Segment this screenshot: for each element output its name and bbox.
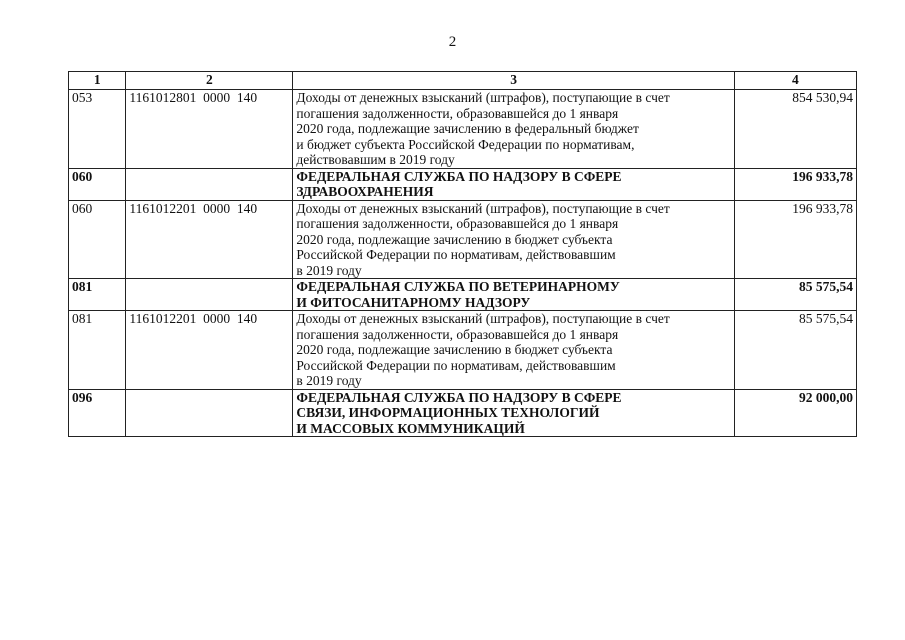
description-line: ФЕДЕРАЛЬНАЯ СЛУЖБА ПО ВЕТЕРИНАРНОМУ [296, 279, 620, 294]
description-cell [293, 90, 734, 169]
description-line: 2020 года, подлежащие зачислению в бюджет субъекта [296, 231, 613, 247]
admin-code-cell: 096 [69, 389, 126, 437]
revenue-code-cell: 1161012801 0000 140 [126, 90, 293, 169]
description-line: в 2019 году [296, 373, 362, 388]
header-col-4: 4 [734, 72, 856, 90]
revenue-code-cell [126, 279, 293, 311]
revenue-code-cell: 1161012201 0000 140 [126, 200, 293, 279]
description-line: Доходы от денежных взысканий (штрафов), поступающие в счет [296, 311, 670, 326]
description-line: погашения задолженности, образовавшейся до 1 января [296, 105, 619, 121]
admin-code-cell: 060 [69, 200, 126, 279]
amount-cell: 854 530,94 [734, 90, 856, 169]
description-line: Российской Федерации по нормативам, действовавшим [296, 357, 616, 373]
table-row [69, 311, 857, 390]
budget-table [68, 71, 857, 437]
description-cell [293, 168, 734, 200]
description-line: ФЕДЕРАЛЬНАЯ СЛУЖБА ПО НАДЗОРУ В СФЕРЕ [296, 389, 622, 405]
description-line: 2020 года, подлежащие зачислению в федеральный бюджет [296, 121, 639, 136]
description-line: в 2019 году [296, 262, 362, 278]
description-line: действовавшим в 2019 году [296, 152, 455, 167]
description-line: ЗДРАВООХРАНЕНИЯ [296, 184, 434, 199]
header-col-2: 2 [126, 72, 293, 90]
description-line: Доходы от денежных взысканий (штрафов), поступающие в счет [296, 90, 670, 105]
agency-row [69, 389, 857, 437]
table-body [69, 90, 857, 437]
page-number: 2 [448, 34, 457, 50]
header-row [69, 72, 857, 90]
description-cell [293, 279, 734, 311]
revenue-code-cell [126, 168, 293, 200]
amount-cell: 85 575,54 [734, 279, 856, 311]
amount-cell: 85 575,54 [734, 311, 856, 390]
admin-code-cell: 060 [69, 168, 126, 200]
description-line: И МАССОВЫХ КОММУНИКАЦИЙ [296, 420, 525, 436]
description-cell [293, 200, 734, 279]
agency-row [69, 279, 857, 311]
description-line: погашения задолженности, образовавшейся до 1 января [296, 326, 619, 342]
amount-cell: 92 000,00 [734, 389, 856, 437]
description-line: и бюджет субъекта Российской Федерации по нормативам, [296, 136, 635, 152]
admin-code-cell: 053 [69, 90, 126, 169]
description-line: И ФИТОСАНИТАРНОМУ НАДЗОРУ [296, 294, 531, 310]
revenue-code-cell [126, 389, 293, 437]
description-line: погашения задолженности, образовавшейся до 1 января [296, 216, 619, 231]
header-col-1: 1 [69, 72, 126, 90]
admin-code-cell: 081 [69, 279, 126, 311]
description-line: СВЯЗИ, ИНФОРМАЦИОННЫХ ТЕХНОЛОГИЙ [296, 405, 600, 420]
description-cell [293, 311, 734, 390]
header-col-3: 3 [293, 72, 734, 90]
description-line: 2020 года, подлежащие зачислению в бюджет субъекта [296, 342, 613, 357]
table-row [69, 200, 857, 279]
amount-cell: 196 933,78 [734, 168, 856, 200]
agency-row [69, 168, 857, 200]
description-line: Российской Федерации по нормативам, действовавшим [296, 247, 616, 262]
amount-cell: 196 933,78 [734, 200, 856, 279]
description-cell [293, 389, 734, 437]
revenue-code-cell: 1161012201 0000 140 [126, 311, 293, 390]
description-line: ФЕДЕРАЛЬНАЯ СЛУЖБА ПО НАДЗОРУ В СФЕРЕ [296, 168, 622, 184]
admin-code-cell: 081 [69, 311, 126, 390]
table-row [69, 90, 857, 169]
description-line: Доходы от денежных взысканий (штрафов), поступающие в счет [296, 200, 670, 216]
